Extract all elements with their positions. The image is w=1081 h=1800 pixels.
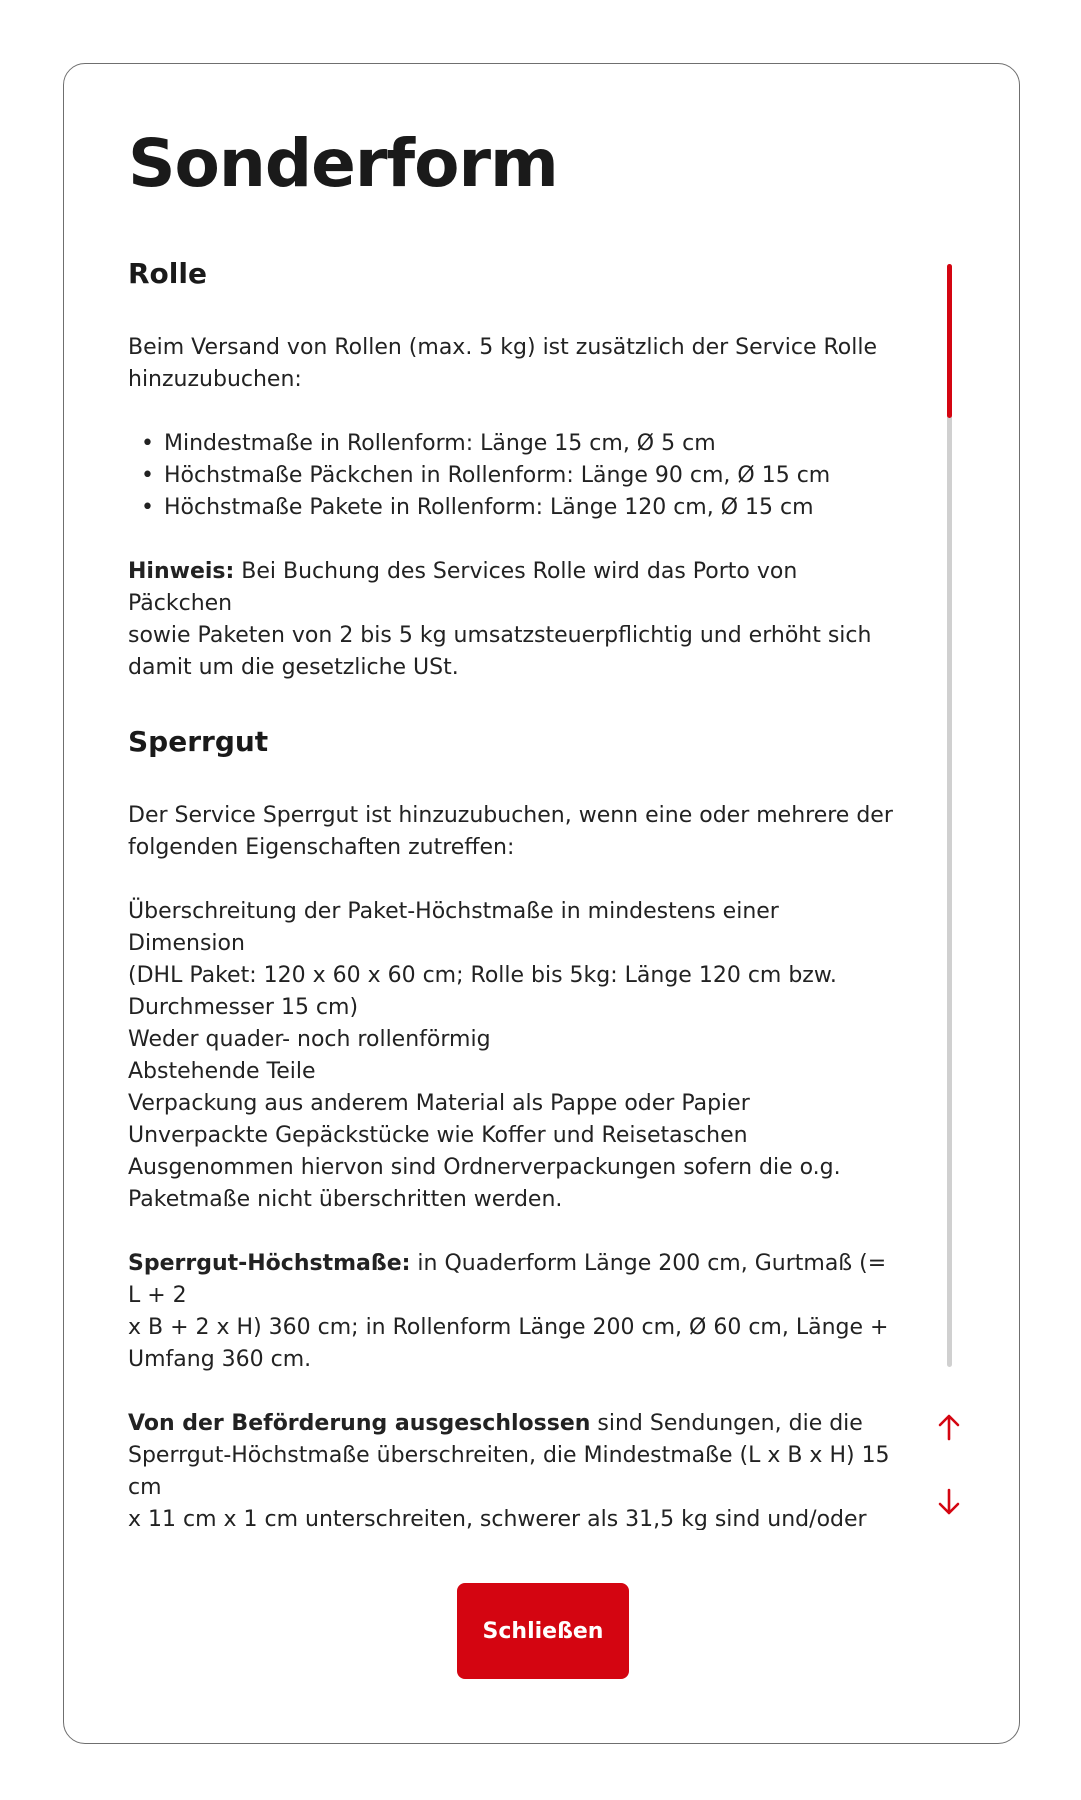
scrollbar-thumb[interactable] (947, 264, 952, 418)
list-item: • Mindestmaße in Rollenform: Länge 15 cm, Ø 5 cm (141, 431, 716, 456)
rolle-bullet-list (128, 428, 898, 524)
rolle-intro (128, 332, 898, 396)
list-item: • Höchstmaße Päckchen in Rollenform: Länge 90 cm, Ø 15 cm (141, 463, 831, 488)
max-label: Sperrgut-Höchstmaße: (128, 1251, 411, 1276)
note-label: Hinweis: (128, 559, 235, 584)
list-item-text: Höchstmaße Päckchen in Rollenform: Länge 90 cm, Ø 15 cm (164, 463, 831, 488)
text-line: Paketmaße nicht überschritten werden. (128, 1187, 563, 1212)
text-line: folgenden Eigenschaften zutreffen: (128, 835, 515, 860)
text-line: Ausgenommen hiervon sind Ordnerverpackungen sofern die o.g. (128, 1155, 841, 1180)
list-item-text: Höchstmaße Pakete in Rollenform: Länge 120 cm, Ø 15 cm (164, 495, 814, 520)
text-line: sind Sendungen, die die (590, 1411, 863, 1436)
text-line: Durchmesser 15 cm) (128, 995, 359, 1020)
text-line: Umfang 360 cm. (128, 1347, 312, 1372)
arrow-up-icon (938, 1413, 960, 1441)
modal-scroll-content[interactable] (128, 254, 898, 1530)
modal-title: Sonderform (128, 125, 558, 202)
text-line: Abstehende Teile (128, 1059, 316, 1084)
text-line: x B + 2 x H) 360 cm; in Rollenform Länge 200 cm, Ø 60 cm, Länge + (128, 1315, 889, 1340)
list-item-text: Mindestmaße in Rollenform: Länge 15 cm, Ø 5 cm (164, 431, 716, 456)
scroll-down-button[interactable] (932, 1485, 966, 1519)
arrow-down-icon (938, 1488, 960, 1516)
text-line: Unverpackte Gepäckstücke wie Koffer und Reisetaschen (128, 1123, 748, 1148)
text-line: Überschreitung der Paket-Höchstmaße in mindestens einer Dimension (128, 899, 779, 956)
text-line: Der Service Sperrgut ist hinzuzubuchen, wenn eine oder mehrere der (128, 803, 893, 828)
section-heading-sperrgut: Sperrgut (128, 725, 269, 758)
text-line: sowie Paketen von 2 bis 5 kg umsatzsteuerpflichtig und erhöht sich (128, 623, 872, 648)
text-line: Beim Versand von Rollen (max. 5 kg) ist zusätzlich der Service Rolle (128, 335, 877, 360)
text-line: Verpackung aus anderem Material als Pappe oder Papier (128, 1091, 750, 1116)
scrollbar-track[interactable] (947, 264, 952, 1367)
sperrgut-conditions (128, 896, 898, 1216)
text-line: in Quaderform Länge 200 cm, Gurtmaß (= L + 2 (128, 1251, 887, 1308)
rolle-note (128, 556, 898, 684)
section-heading-rolle: Rolle (128, 257, 207, 290)
text-line: (DHL Paket: 120 x 60 x 60 cm; Rolle bis 5kg: Länge 120 cm bzw. (128, 963, 837, 988)
text-line: x 11 cm x 1 cm unterschreiten, schwerer als 31,5 kg sind und/oder (128, 1507, 867, 1530)
sperrgut-intro (128, 800, 898, 864)
text-line: Weder quader- noch rollenförmig (128, 1027, 491, 1052)
modal-dialog (63, 63, 1020, 1744)
scroll-up-button[interactable] (932, 1410, 966, 1444)
text-line: Bei Buchung des Services Rolle wird das Porto von Päckchen (128, 559, 798, 616)
text-line: hinzuzubuchen: (128, 367, 302, 392)
sperrgut-max-dimensions (128, 1248, 898, 1376)
text-line: Sperrgut-Höchstmaße überschreiten, die Mindestmaße (L x B x H) 15 cm (128, 1443, 890, 1500)
sperrgut-excluded (128, 1408, 898, 1530)
excluded-label: Von der Beförderung ausgeschlossen (128, 1411, 591, 1436)
text-line: damit um die gesetzliche USt. (128, 655, 459, 680)
list-item: • Höchstmaße Pakete in Rollenform: Länge 120 cm, Ø 15 cm (141, 495, 814, 520)
close-button[interactable]: Schließen (457, 1583, 629, 1679)
